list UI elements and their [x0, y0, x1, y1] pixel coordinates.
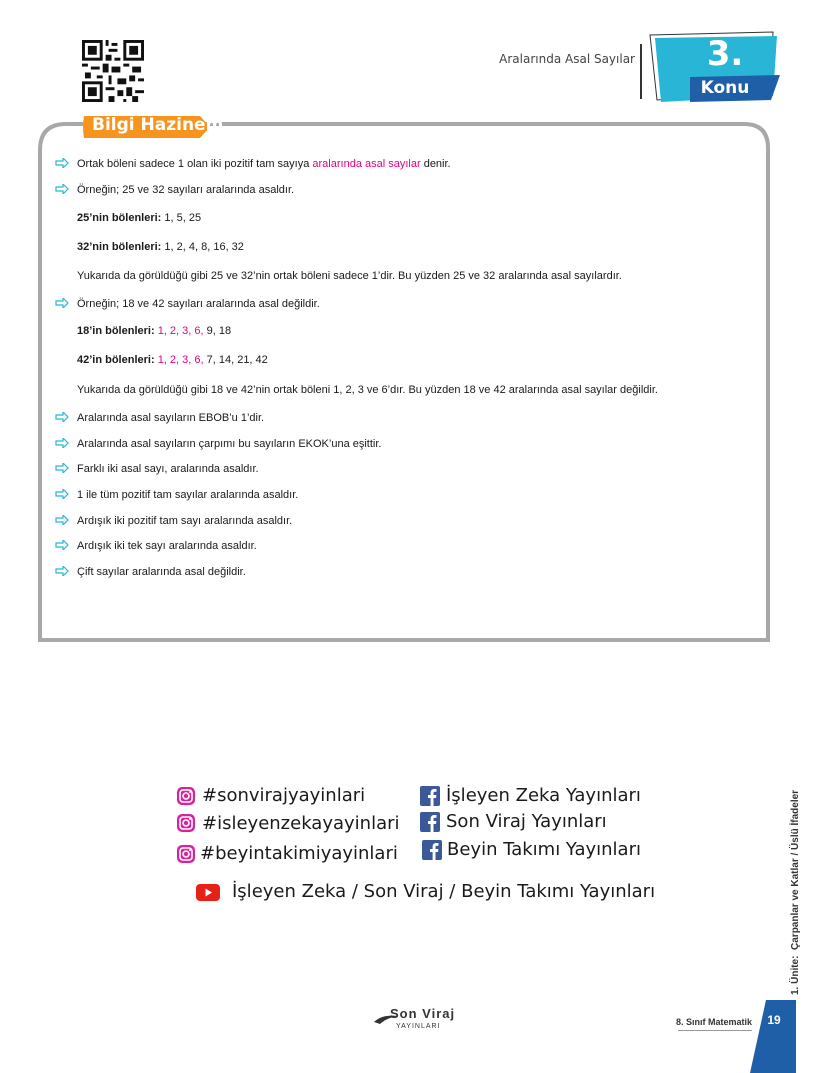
qr-code — [82, 40, 144, 102]
arrow-bullet-icon — [55, 566, 69, 576]
divisors-label: 25’nin bölenleri: — [77, 212, 162, 224]
arrow-bullet-icon — [55, 184, 69, 194]
divisors-label: 42’in bölenleri: — [77, 354, 155, 366]
instagram-icon — [176, 844, 196, 864]
info-text: denir. — [420, 158, 451, 170]
youtube-icon — [196, 884, 220, 901]
common-divisors: 1, 2, 3, 6, — [154, 354, 204, 366]
info-text: Ardışık iki pozitif tam sayı aralarında asaldır. — [77, 515, 293, 527]
instagram-handle[interactable]: #isleyenzekayayinlari — [202, 813, 400, 834]
info-text: Ardışık iki tek sayı aralarında asaldır. — [77, 540, 257, 552]
info-text: Örneğin; 25 ve 32 sayıları aralarında asaldır. — [77, 184, 295, 196]
arrow-bullet-icon — [55, 438, 69, 448]
youtube-channel[interactable]: İşleyen Zeka / Son Viraj / Beyin Takımı Yayınları — [232, 881, 656, 902]
highlight-term: aralarında asal sayılar — [312, 158, 421, 170]
unit-title — [790, 790, 801, 995]
instagram-handle[interactable]: #beyintakimiyayinlari — [200, 843, 398, 864]
page-number-tab — [748, 1000, 796, 1073]
publisher-logo-text: Son Viraj — [390, 1006, 456, 1021]
unit-name: Çarpanlar ve Katlar / Üslü İfadeler — [790, 789, 801, 950]
divisors-values: 9, 18 — [203, 325, 232, 337]
header-divider — [640, 44, 642, 99]
footer-divider — [678, 1030, 752, 1031]
box-title: Bilgi Hazinem — [92, 115, 224, 135]
publisher-logo-sub: YAYINLARI — [396, 1023, 441, 1030]
divisors-label: 18’in bölenleri: — [77, 325, 155, 337]
page-number: 19 — [767, 1013, 781, 1027]
info-text: Farklı iki asal sayı, aralarında asaldır. — [77, 463, 259, 475]
info-text: Örneğin; 18 ve 42 sayıları aralarında asal değildir. — [77, 298, 320, 310]
instagram-icon — [176, 813, 196, 833]
info-text: Çift sayılar aralarında asal değildir. — [77, 566, 246, 578]
divisors-label: 32’nin bölenleri: — [77, 241, 162, 253]
arrow-bullet-icon — [55, 540, 69, 550]
course-name: 8. Sınıf Matematik — [675, 1017, 752, 1027]
arrow-bullet-icon — [55, 412, 69, 422]
arrow-bullet-icon — [55, 515, 69, 525]
facebook-page[interactable]: Son Viraj Yayınları — [446, 811, 607, 832]
unit-label: 1. Ünite: — [790, 955, 801, 995]
facebook-icon — [420, 786, 440, 806]
info-text: Ortak böleni sadece 1 olan iki pozitif tam sayıya — [77, 158, 313, 170]
common-divisors: 1, 2, 3, 6, — [154, 325, 204, 337]
arrow-bullet-icon — [55, 489, 69, 499]
divisors-values: 7, 14, 21, 42 — [203, 354, 268, 366]
divisors-values: 1, 2, 4, 8, 16, 32 — [161, 241, 244, 253]
arrow-bullet-icon — [55, 463, 69, 473]
facebook-icon — [420, 812, 440, 832]
topic-title: Aralarında Asal Sayılar — [499, 52, 635, 66]
info-text: 1 ile tüm pozitif tam sayılar aralarında asaldır. — [77, 489, 299, 501]
info-text: Yukarıda da görüldüğü gibi 18 ve 42’nin ortak böleni 1, 2, 3 ve 6’dır. Bu yüzden 18 ve 42 aralarında asal sayılar değildir. — [77, 384, 658, 396]
konu-number: 3. — [706, 34, 744, 74]
arrow-bullet-icon — [55, 298, 69, 308]
instagram-handle[interactable]: #sonvirajyayinlari — [202, 785, 366, 806]
divisors-values: 1, 5, 25 — [161, 212, 202, 224]
instagram-icon — [176, 786, 196, 806]
facebook-page[interactable]: İşleyen Zeka Yayınları — [446, 785, 641, 806]
konu-label: Konu — [700, 78, 750, 98]
facebook-icon — [422, 840, 442, 860]
facebook-page[interactable]: Beyin Takımı Yayınları — [447, 839, 641, 860]
info-text: Aralarında asal sayıların çarpımı bu sayıların EKOK’una eşittir. — [77, 438, 382, 450]
arrow-bullet-icon — [55, 158, 69, 168]
info-text: Yukarıda da görüldüğü gibi 25 ve 32’nin ortak böleni sadece 1’dir. Bu yüzden 25 ve 32 aralarında asal sayılardır. — [77, 270, 622, 282]
info-text: Aralarında asal sayıların EBOB’u 1’dir. — [77, 412, 265, 424]
